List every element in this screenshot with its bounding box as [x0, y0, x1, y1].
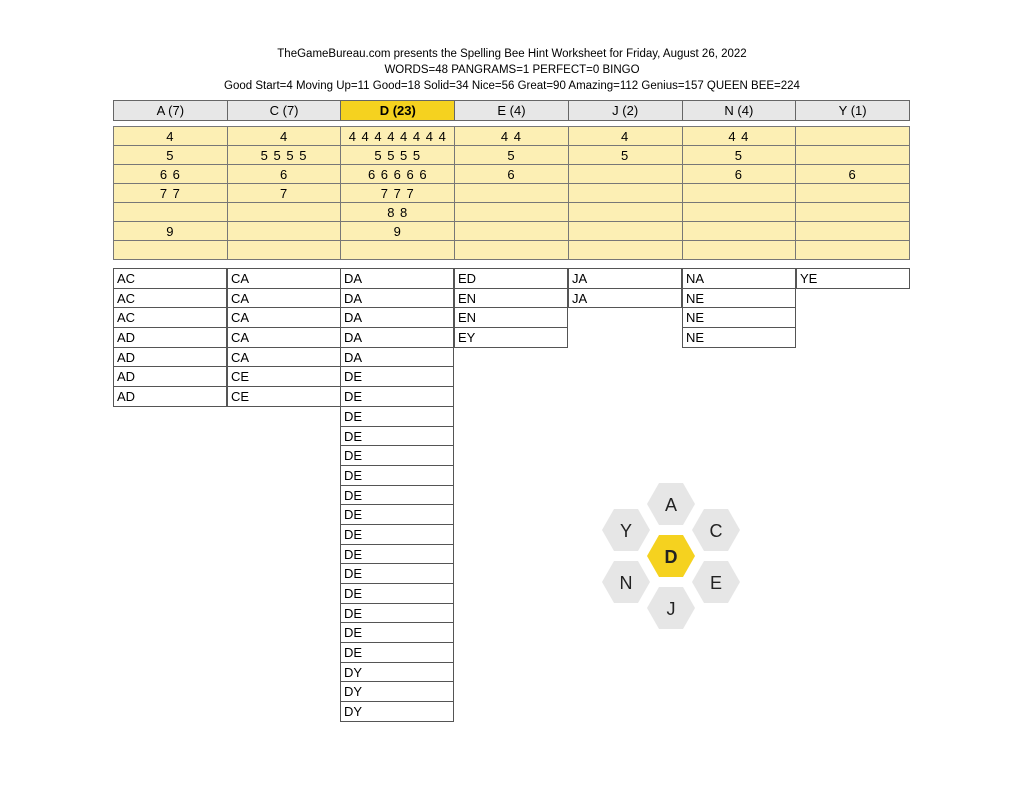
- letter-header: A (7): [114, 101, 228, 121]
- grid-row: [114, 184, 910, 203]
- two-letter-cell: DE: [340, 544, 454, 565]
- grid-cell: [341, 241, 455, 260]
- hex-lower-right-letter: E: [709, 573, 723, 593]
- grid-cell: [455, 222, 569, 241]
- hex-top-letter: A: [664, 495, 678, 515]
- two-letter-cell: AD: [113, 347, 227, 368]
- worksheet-header: [0, 46, 1024, 94]
- grid-cell: 7: [227, 184, 341, 203]
- two-letter-cell: DY: [340, 701, 454, 722]
- two-letter-cell: CE: [227, 366, 341, 387]
- two-letter-cell: DA: [340, 327, 454, 348]
- two-letter-list-a: [113, 268, 227, 407]
- grid-cell: 7 7: [114, 184, 228, 203]
- letter-header-center: D (23): [341, 101, 455, 121]
- grid-cell: [114, 241, 228, 260]
- grid-cell: 6 6: [114, 165, 228, 184]
- hex-lower-left-letter: N: [619, 573, 633, 593]
- grid-cell: [227, 203, 341, 222]
- two-letter-list-n: [682, 268, 796, 348]
- grid-cell: [227, 222, 341, 241]
- grid-cell: 5: [682, 146, 796, 165]
- grid-cell: 7 7 7: [341, 184, 455, 203]
- two-letter-cell: ED: [454, 268, 568, 289]
- grid-cell: [455, 203, 569, 222]
- grid-cell: [568, 222, 682, 241]
- grid-cell: [796, 146, 910, 165]
- two-letter-cell: DE: [340, 426, 454, 447]
- two-letter-cell: AC: [113, 268, 227, 289]
- two-letter-cell: EN: [454, 307, 568, 328]
- letter-header-table: [113, 100, 910, 121]
- grid-cell: [796, 241, 910, 260]
- two-letter-cell: NE: [682, 307, 796, 328]
- two-letter-cell: DE: [340, 642, 454, 663]
- grid-cell: [455, 241, 569, 260]
- grid-row: [114, 203, 910, 222]
- grid-cell: [455, 184, 569, 203]
- two-letter-cell: DE: [340, 504, 454, 525]
- grid-cell: 4: [114, 127, 228, 146]
- grid-cell: 5: [455, 146, 569, 165]
- two-letter-cell: AC: [113, 307, 227, 328]
- word-length-grid: [113, 126, 910, 260]
- two-letter-cell: NE: [682, 288, 796, 309]
- hex-upper-right-letter: C: [709, 521, 723, 541]
- hex-bottom-letter: J: [666, 599, 676, 619]
- grid-cell: [568, 165, 682, 184]
- stats-line: WORDS=48 PANGRAMS=1 PERFECT=0 BINGO: [384, 64, 640, 76]
- grid-cell: 6: [227, 165, 341, 184]
- hex-center-letter: D: [664, 547, 678, 567]
- two-letter-cell: DE: [340, 485, 454, 506]
- letter-header: Y (1): [796, 101, 910, 121]
- letter-header: C (7): [227, 101, 341, 121]
- two-letter-cell: AD: [113, 327, 227, 348]
- grid-row: [114, 146, 910, 165]
- grid-cell: 4: [227, 127, 341, 146]
- letter-header: J (2): [568, 101, 682, 121]
- two-letter-cell: DY: [340, 681, 454, 702]
- two-letter-list-c: [227, 268, 341, 407]
- grid-cell: 5: [568, 146, 682, 165]
- two-letter-cell: DE: [340, 603, 454, 624]
- two-letter-cell: NA: [682, 268, 796, 289]
- ranks-line: Good Start=4 Moving Up=11 Good=18 Solid=34 Nice=56 Great=90 Amazing=112 Genius=157 QUEEN BEE=224: [224, 80, 800, 92]
- two-letter-cell: CA: [227, 307, 341, 328]
- two-letter-list-e: [454, 268, 568, 348]
- two-letter-cell: DE: [340, 583, 454, 604]
- two-letter-cell: CE: [227, 386, 341, 407]
- grid-cell: 5 5 5 5: [341, 146, 455, 165]
- letter-header: N (4): [682, 101, 796, 121]
- two-letter-cell: DE: [340, 563, 454, 584]
- two-letter-cell: AD: [113, 386, 227, 407]
- grid-cell: 4: [568, 127, 682, 146]
- two-letter-cell: CA: [227, 327, 341, 348]
- grid-row: [114, 222, 910, 241]
- two-letter-cell: JA: [568, 288, 682, 309]
- grid-cell: 4 4: [682, 127, 796, 146]
- two-letter-cell: DE: [340, 386, 454, 407]
- grid-cell: 6: [796, 165, 910, 184]
- grid-cell: 5: [114, 146, 228, 165]
- two-letter-cell: DA: [340, 268, 454, 289]
- grid-cell: 6 6 6 6 6: [341, 165, 455, 184]
- grid-cell: [796, 184, 910, 203]
- grid-cell: 9: [114, 222, 228, 241]
- grid-cell: [796, 203, 910, 222]
- grid-cell: 9: [341, 222, 455, 241]
- hex-upper-left-letter: Y: [619, 521, 633, 541]
- two-letter-cell: DE: [340, 445, 454, 466]
- two-letter-cell: DA: [340, 307, 454, 328]
- grid-row: [114, 241, 910, 260]
- two-letter-cell: YE: [796, 268, 910, 289]
- two-letter-cell: EY: [454, 327, 568, 348]
- two-letter-cell: AD: [113, 366, 227, 387]
- two-letter-cell: DA: [340, 288, 454, 309]
- grid-cell: [568, 203, 682, 222]
- grid-row: [114, 127, 910, 146]
- two-letter-list-y: [796, 268, 910, 289]
- two-letter-cell: CA: [227, 288, 341, 309]
- grid-cell: [227, 241, 341, 260]
- two-letter-cell: EN: [454, 288, 568, 309]
- two-letter-cell: JA: [568, 268, 682, 289]
- grid-cell: 6: [682, 165, 796, 184]
- grid-row: [114, 165, 910, 184]
- grid-cell: [568, 241, 682, 260]
- two-letter-cell: DE: [340, 406, 454, 427]
- grid-cell: 8 8: [341, 203, 455, 222]
- grid-cell: [114, 203, 228, 222]
- two-letter-list-d: [340, 268, 454, 722]
- two-letter-cell: AC: [113, 288, 227, 309]
- grid-cell: [796, 127, 910, 146]
- grid-cell: [568, 184, 682, 203]
- two-letter-cell: DE: [340, 366, 454, 387]
- letter-hive: [594, 478, 754, 638]
- grid-cell: 4 4 4 4 4 4 4 4: [341, 127, 455, 146]
- grid-cell: 6: [455, 165, 569, 184]
- two-letter-cell: NE: [682, 327, 796, 348]
- grid-cell: 4 4: [455, 127, 569, 146]
- two-letter-cell: CA: [227, 347, 341, 368]
- two-letter-cell: DE: [340, 465, 454, 486]
- grid-cell: [796, 222, 910, 241]
- grid-cell: [682, 184, 796, 203]
- two-letter-cell: DE: [340, 622, 454, 643]
- title-line: TheGameBureau.com presents the Spelling Bee Hint Worksheet for Friday, August 26, 2022: [277, 48, 747, 60]
- two-letter-cell: DA: [340, 347, 454, 368]
- grid-cell: 5 5 5 5: [227, 146, 341, 165]
- grid-cell: [682, 203, 796, 222]
- two-letter-cell: DY: [340, 662, 454, 683]
- grid-cell: [682, 222, 796, 241]
- letter-header: E (4): [455, 101, 569, 121]
- two-letter-cell: CA: [227, 268, 341, 289]
- two-letter-cell: DE: [340, 524, 454, 545]
- grid-cell: [682, 241, 796, 260]
- two-letter-list-j: [568, 268, 682, 308]
